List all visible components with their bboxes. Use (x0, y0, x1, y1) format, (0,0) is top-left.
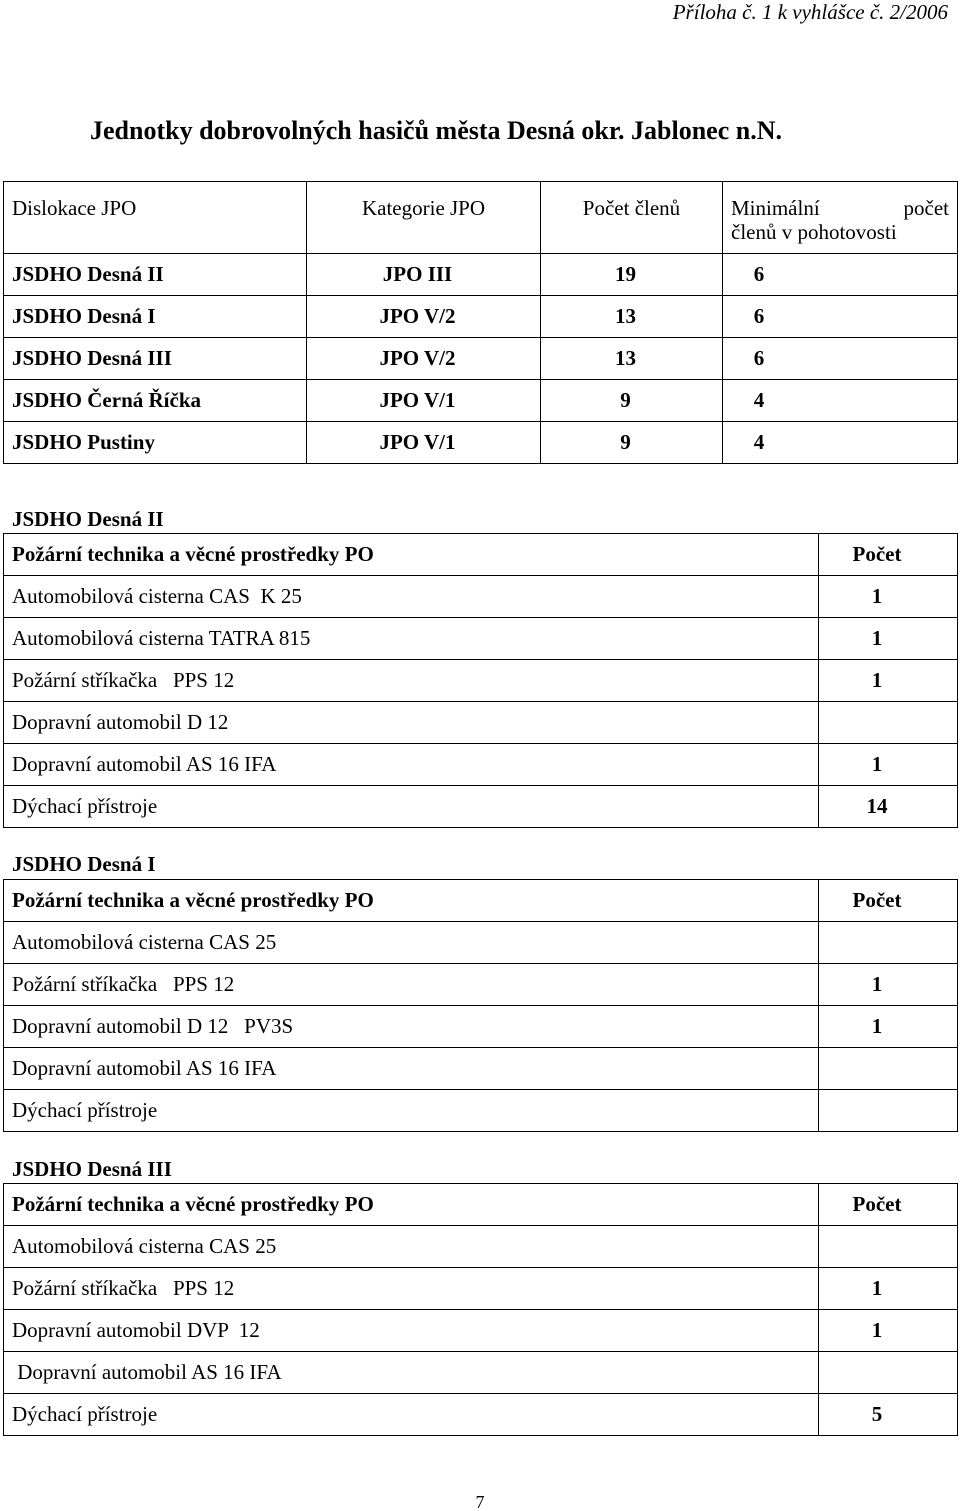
equipment-count (819, 1352, 958, 1394)
header-dislocation: Dislokace JPO (4, 182, 307, 254)
equipment-name: Dopravní automobil AS 16 IFA (4, 1352, 819, 1394)
equipment-row (4, 576, 958, 618)
document-title: Jednotky dobrovolných hasičů města Desná okr. Jablonec n.N. (90, 116, 782, 145)
unit-members: 9 (541, 380, 723, 422)
equipment-row (4, 1352, 958, 1394)
header-min-word1: Minimální (731, 196, 820, 220)
equipment-row (4, 660, 958, 702)
unit-members: 9 (541, 422, 723, 464)
equipment-row (4, 1226, 958, 1268)
unit-min-members: 6 (723, 338, 958, 380)
equipment-name: Automobilová cisterna CAS K 25 (4, 576, 819, 618)
section-heading: JSDHO Desná III (12, 1157, 172, 1181)
unit-members: 19 (541, 254, 723, 296)
equipment-count (819, 1226, 958, 1268)
unit-name: JSDHO Desná I (4, 296, 307, 338)
equipment-count: 1 (819, 618, 958, 660)
header-members: Počet členů (541, 182, 723, 254)
header-equipment: Požární technika a věcné prostředky PO (4, 880, 819, 922)
unit-min-members: 6 (723, 254, 958, 296)
equipment-count: 5 (819, 1394, 958, 1436)
equipment-row (4, 922, 958, 964)
equipment-row (4, 744, 958, 786)
equipment-count: 14 (819, 786, 958, 828)
unit-row (4, 254, 958, 296)
equipment-row (4, 1048, 958, 1090)
equipment-name: Dýchací přístroje (4, 1090, 819, 1132)
equipment-name: Automobilová cisterna CAS 25 (4, 922, 819, 964)
equipment-row (4, 1310, 958, 1352)
unit-row (4, 296, 958, 338)
unit-row (4, 338, 958, 380)
header-equipment: Požární technika a věcné prostředky PO (4, 534, 819, 576)
equipment-name: Dopravní automobil AS 16 IFA (4, 1048, 819, 1090)
equipment-row (4, 1090, 958, 1132)
page-header-annex: Příloha č. 1 k vyhlášce č. 2/2006 (672, 0, 948, 24)
unit-category: JPO V/2 (307, 338, 541, 380)
unit-category: JPO V/2 (307, 296, 541, 338)
page-number: 7 (475, 1492, 485, 1511)
equipment-name: Automobilová cisterna TATRA 815 (4, 618, 819, 660)
equipment-name: Požární stříkačka PPS 12 (4, 1268, 819, 1310)
equipment-row (4, 1268, 958, 1310)
unit-min-members: 6 (723, 296, 958, 338)
equipment-count: 1 (819, 660, 958, 702)
header-min-word2: počet (903, 196, 949, 220)
equipment-name: Dopravní automobil DVP 12 (4, 1310, 819, 1352)
unit-name: JSDHO Černá Říčka (4, 380, 307, 422)
unit-min-members: 4 (723, 422, 958, 464)
equipment-count (819, 1048, 958, 1090)
unit-category: JPO V/1 (307, 422, 541, 464)
equipment-name: Dopravní automobil D 12 (4, 702, 819, 744)
unit-name: JSDHO Desná III (4, 338, 307, 380)
units-table (3, 181, 958, 464)
equipment-name: Dýchací přístroje (4, 1394, 819, 1436)
equipment-header-row (4, 1184, 958, 1226)
equipment-table-desna-ii (3, 533, 958, 828)
equipment-row (4, 1394, 958, 1436)
equipment-row (4, 964, 958, 1006)
equipment-count: 1 (819, 576, 958, 618)
header-count: Počet (819, 880, 958, 922)
equipment-row (4, 786, 958, 828)
equipment-count (819, 1090, 958, 1132)
equipment-count: 1 (819, 964, 958, 1006)
unit-row (4, 422, 958, 464)
units-table-header (4, 182, 958, 254)
equipment-name: Dýchací přístroje (4, 786, 819, 828)
equipment-row (4, 702, 958, 744)
equipment-header-row (4, 880, 958, 922)
equipment-table-desna-iii (3, 1183, 958, 1436)
header-min-members (723, 182, 958, 254)
unit-name: JSDHO Pustiny (4, 422, 307, 464)
unit-members: 13 (541, 296, 723, 338)
equipment-row (4, 618, 958, 660)
section-heading: JSDHO Desná II (12, 507, 164, 531)
equipment-count: 1 (819, 1006, 958, 1048)
unit-name: JSDHO Desná II (4, 254, 307, 296)
unit-min-members: 4 (723, 380, 958, 422)
equipment-name: Automobilová cisterna CAS 25 (4, 1226, 819, 1268)
header-category: Kategorie JPO (307, 182, 541, 254)
header-count: Počet (819, 534, 958, 576)
header-count: Počet (819, 1184, 958, 1226)
equipment-name: Dopravní automobil AS 16 IFA (4, 744, 819, 786)
unit-row (4, 380, 958, 422)
section-heading: JSDHO Desná I (12, 852, 156, 876)
equipment-count: 1 (819, 1268, 958, 1310)
equipment-name: Požární stříkačka PPS 12 (4, 660, 819, 702)
equipment-header-row (4, 534, 958, 576)
equipment-count (819, 702, 958, 744)
equipment-row (4, 1006, 958, 1048)
equipment-count: 1 (819, 1310, 958, 1352)
header-min-line2: členů v pohotovosti (731, 220, 897, 244)
equipment-count (819, 922, 958, 964)
equipment-table-desna-i (3, 879, 958, 1132)
equipment-name: Dopravní automobil D 12 PV3S (4, 1006, 819, 1048)
unit-members: 13 (541, 338, 723, 380)
equipment-count: 1 (819, 744, 958, 786)
unit-category: JPO III (307, 254, 541, 296)
equipment-name: Požární stříkačka PPS 12 (4, 964, 819, 1006)
header-equipment: Požární technika a věcné prostředky PO (4, 1184, 819, 1226)
unit-category: JPO V/1 (307, 380, 541, 422)
